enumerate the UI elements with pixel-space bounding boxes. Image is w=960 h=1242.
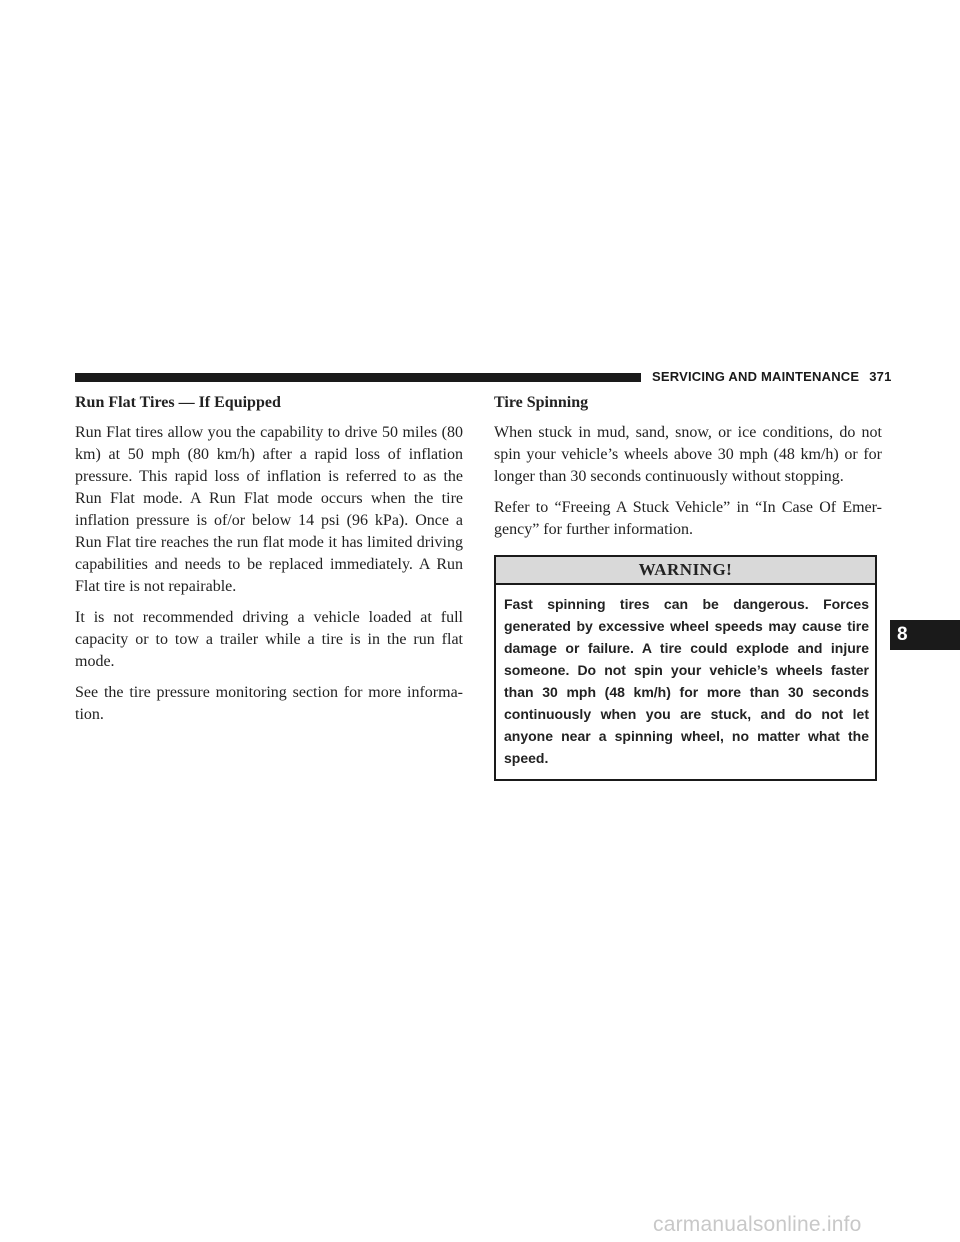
- page-number: 371: [869, 369, 892, 384]
- section-title: SERVICING AND MAINTENANCE: [652, 369, 860, 384]
- tire-spinning-paragraph-2: Refer to “Freeing A Stuck Vehicle” in “In Case Of Emer-gency” for further information.: [494, 499, 882, 538]
- header-rule: [75, 373, 641, 382]
- warning-box: [494, 555, 877, 781]
- run-flat-heading: Run Flat Tires — If Equipped: [75, 394, 281, 411]
- right-column: [494, 392, 882, 781]
- warning-title: WARNING!: [496, 557, 875, 585]
- run-flat-paragraph-3: See the tire pressure monitoring section for more informa-tion.: [75, 684, 463, 723]
- warning-text: Fast spinning tires can be dangerous. Forces generated by excessive wheel speeds may cause tire damage or failure. A tire could explode and injure someone. Do not spin your vehicle’s wheels faster than 30 mph (48 km/h) for more than 30 seconds continuously when you are stuck, and do not let anyone near a spinning wheel, no matter what the speed.: [504, 596, 869, 766]
- run-flat-paragraph-2: It is not recommended driving a vehicle loaded at full capacity or to tow a trailer while a tire is in the run flat mode.: [75, 609, 463, 670]
- chapter-tab: [890, 620, 960, 650]
- run-flat-paragraph-1: Run Flat tires allow you the capability to drive 50 miles (80 km) at 50 mph (80 km/h) after a rapid loss of inflation pressure. This rapid loss of inflation is referred to as the Run Flat mode. A Run Flat mode occurs when the tire inflation pressure is of/or below 14 psi (96 kPa). Once a Run Flat tire reaches the run flat mode it has limited driving capabilities and needs to be replaced immediately. A Run Flat tire is not repairable.: [75, 424, 463, 595]
- chapter-number: 8: [897, 624, 908, 645]
- running-header: [652, 369, 892, 384]
- watermark: carmanualsonline.info: [653, 1213, 862, 1236]
- left-column: [75, 392, 463, 735]
- tire-spinning-heading: Tire Spinning: [494, 394, 589, 411]
- tire-spinning-paragraph-1: When stuck in mud, sand, snow, or ice conditions, do not spin your vehicle’s wheels above 30 mph (48 km/h) or for longer than 30 seconds continuously without stopping.: [494, 424, 882, 485]
